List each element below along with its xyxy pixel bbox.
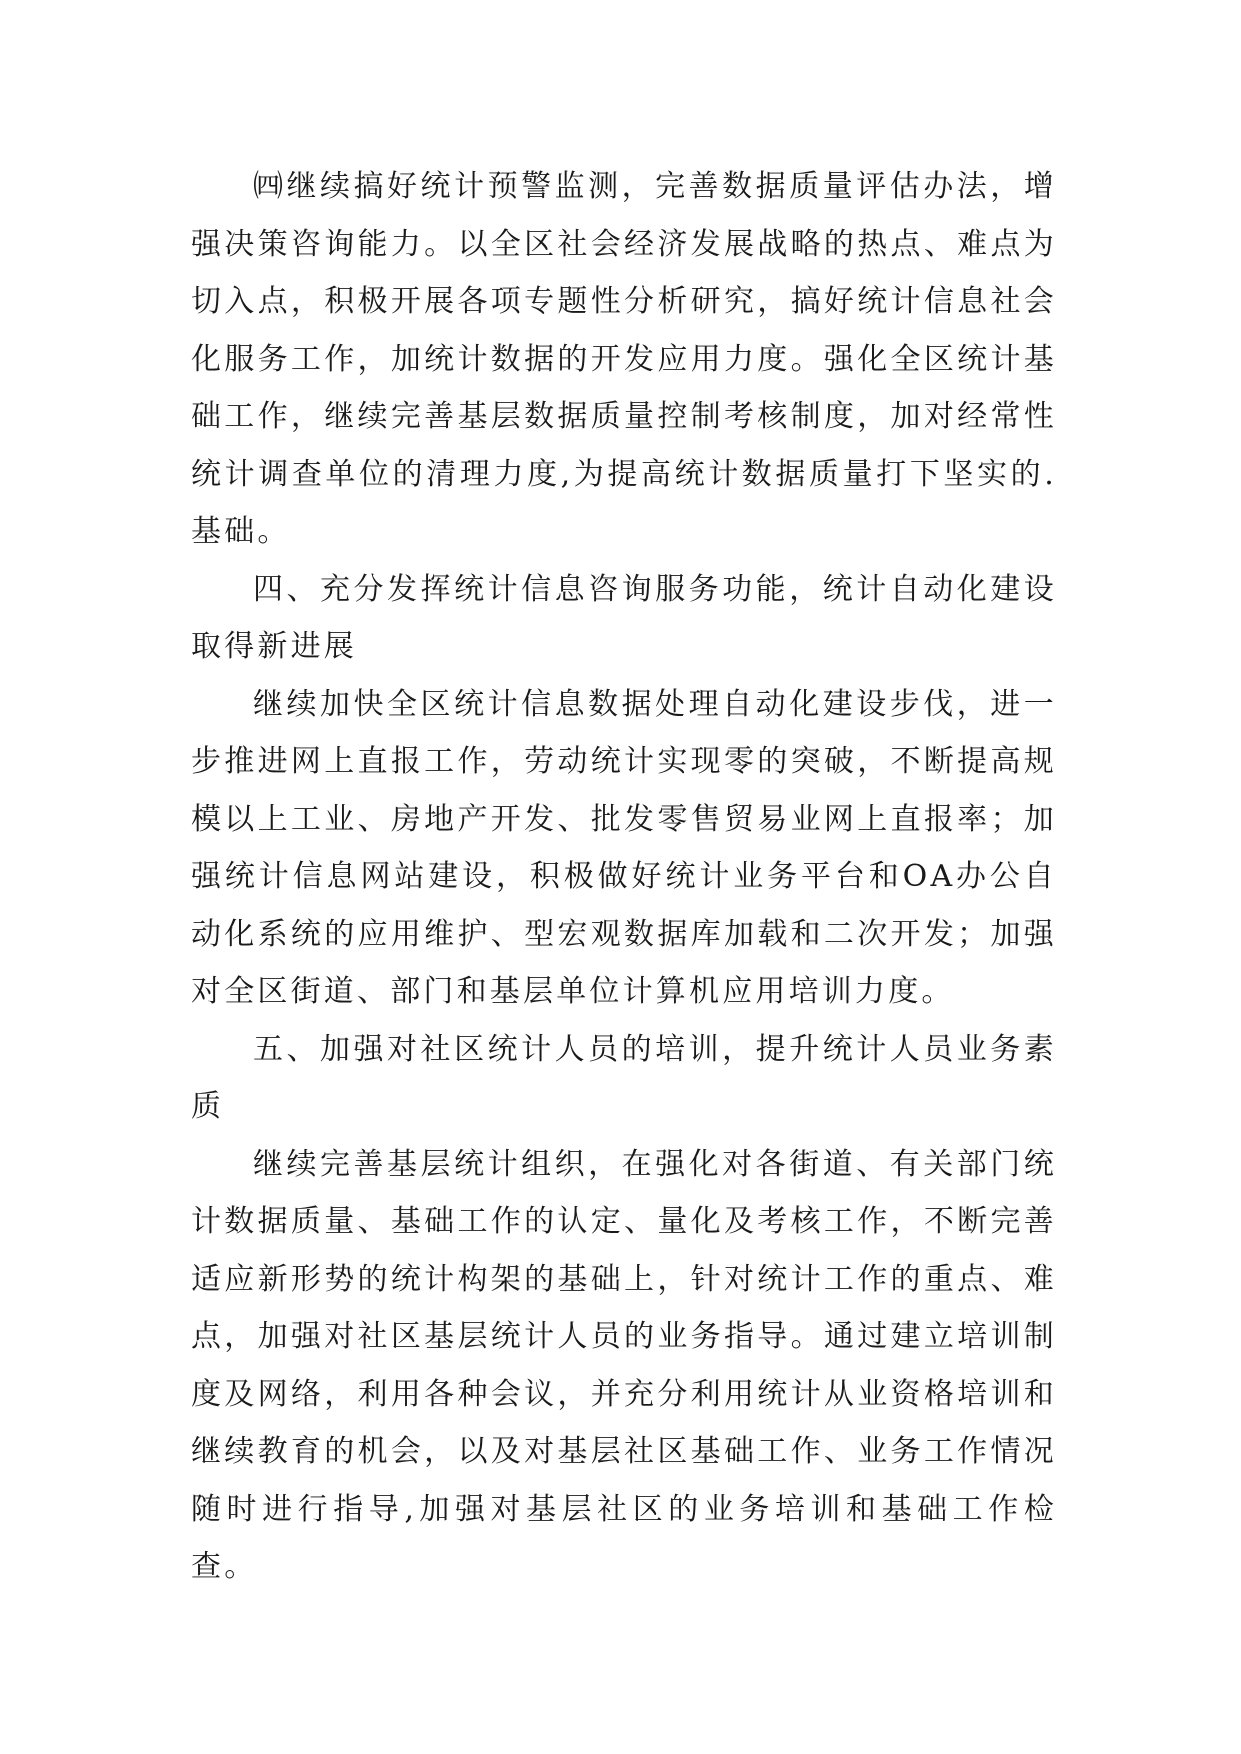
paragraph-automation-construction: 继续加快全区统计信息数据处理自动化建设步伐，进一步推进网上直报工作，劳动统计实现零的突破，不断提高规模以上工业、房地产开发、批发零售贸易业网上直报率；加强统计信息网站建设，积极做好统计业务平台和OA办公自动化系统的应用维护、型宏观数据库加载和二次开发；加强对全区街道、部门和基层单位计算机应用培训力度。 (191, 686, 1057, 1009)
paragraph-community-training: 继续完善基层统计组织，在强化对各街道、有关部门统计数据质量、基础工作的认定、量化及考核工作，不断完善适应新形势的统计构架的基础上，针对统计工作的重点、难点，加强对社区基层统计人员的业务指导。通过建立培训制度及网络，利用各种会议，并充分利用统计从业资格培训和继续教育的机会，以及对基层社区基础工作、业务工作情况随时进行指导,加强对基层社区的业务培训和基础工作检查。 (191, 1146, 1057, 1584)
section-heading-four: 四、充分发挥统计信息咨询服务功能，统计自动化建设取得新进展 (191, 571, 1057, 664)
section-heading-five: 五、加强对社区统计人员的培训，提升统计人员业务素质 (191, 1031, 1057, 1124)
document-page (191, 158, 1057, 1596)
paragraph-statistics-warning-monitoring: ㈣继续搞好统计预警监测，完善数据质量评估办法，增强决策咨询能力。以全区社会经济发展战略的热点、难点为切入点，积极开展各项专题性分析研究，搞好统计信息社会化服务工作，加统计数据的开发应用力度。强化全区统计基础工作，继续完善基层数据质量控制考核制度，加对经常性统计调查单位的清理力度,为提高统计数据质量打下坚实的.基础。 (191, 169, 1057, 549)
